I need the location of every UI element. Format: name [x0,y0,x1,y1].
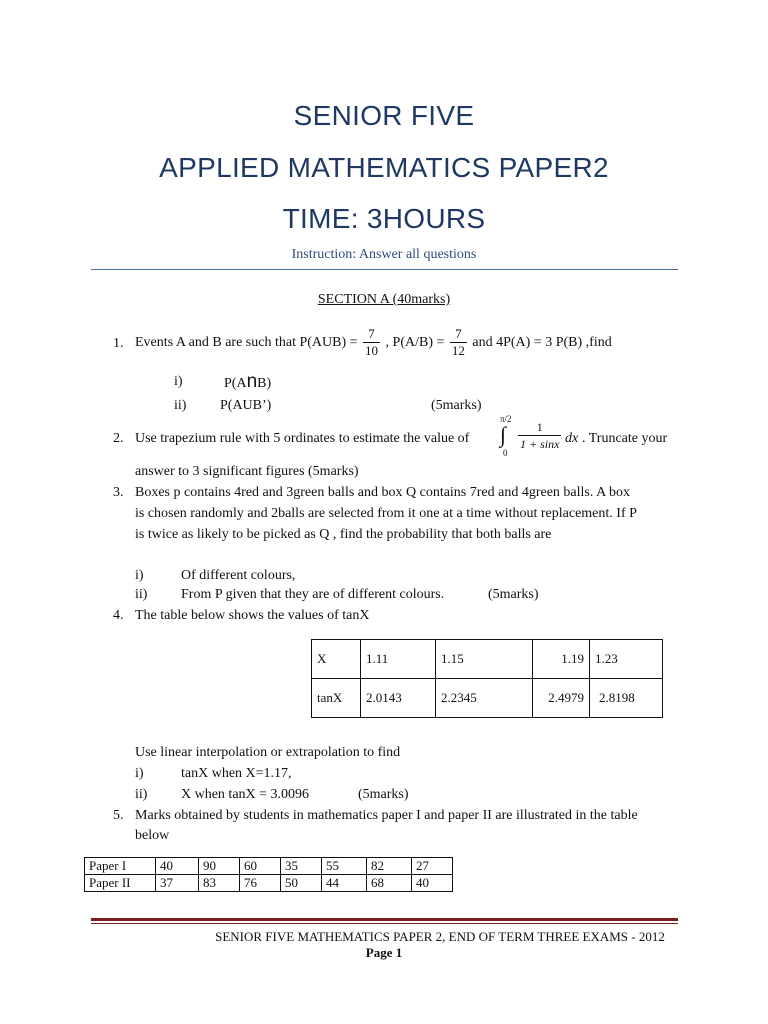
q2-number: 2. [113,431,124,446]
q1-ii-label: ii) [174,398,187,413]
q1-fraction-2: $\frac{7}{12}$ [451,326,465,359]
q4-i-text: tanX when X=1.17, [181,766,292,781]
table-cell: 40 [412,875,453,892]
q3-i-text: Of different colours, [181,568,296,583]
q5-number: 5. [113,808,124,823]
q3-line2: is chosen randomly and 2balls are selected from it one at a time without replacement. If P [135,506,637,521]
q1-text-a: Events A and B are such that P(AUB) = [135,335,358,350]
table-cell: 40 [156,858,199,875]
q2-text-a: Use trapezium rule with 5 ordinates to estimate the value of [135,431,470,446]
table-cell: 35 [281,858,322,875]
q1-text-b: , P(A/B) = [385,335,445,350]
q1-ii-text: P(AUB’) [220,398,272,413]
table-cell: X [312,640,361,679]
title-line3: TIME: 3HOURS [282,203,486,234]
integral-sign: ∫ [500,422,507,447]
page-number: Page 1 [365,945,403,960]
table-cell: 1.11 [361,640,436,679]
table-row [312,640,663,679]
table-cell: tanX [312,679,361,718]
q2-text-b: . Truncate your [582,431,668,446]
table-cell: Paper I [85,858,156,875]
title-line1: SENIOR FIVE [293,100,475,131]
marks-table [84,857,453,892]
table-cell: 1.15 [436,640,533,679]
table-cell: 82 [367,858,412,875]
table-cell: 55 [322,858,367,875]
q5-line2: below [135,828,170,843]
table-cell: 2.0143 [361,679,436,718]
table-cell: Paper II [85,875,156,892]
q3-number: 3. [113,485,124,500]
table-cell: 2.2345 [436,679,533,718]
q2-dx: dx [565,431,579,446]
q1-i-label: i) [174,374,183,389]
q4-marks: (5marks) [358,787,409,802]
q2-upper-limit: π/2 [500,414,512,424]
table-row [85,858,453,875]
table-cell: 27 [412,858,453,875]
table-cell: 44 [322,875,367,892]
table-cell: 1.23 [590,640,663,679]
q5-line1: Marks obtained by students in mathematics paper I and paper II are illustrated in the table [135,808,638,823]
footer-divider-thin [91,923,678,924]
table-cell: 1.19 [533,640,590,679]
q4-use: Use linear interpolation or extrapolation to find [135,745,401,760]
table-row [85,875,453,892]
table-row [312,679,663,718]
table-cell: 76 [240,875,281,892]
q2-text-c: answer to 3 significant figures (5marks) [135,464,359,479]
q2-lower-limit: 0 [503,448,508,458]
table-cell: 68 [367,875,412,892]
q3-ii-text: From P given that they are of different colours. [181,587,445,602]
q3-line1: Boxes p contains 4red and 3green balls and box Q contains 7red and 4green balls. A box [135,485,630,500]
q4-text: The table below shows the values of tanX [135,608,370,623]
table-cell: 83 [199,875,240,892]
table-cell: 2.8198 [590,679,663,718]
q2-integrand: $\frac{1}{1 + \sin x}$ [520,420,560,451]
q3-marks: (5marks) [488,587,539,602]
q1-marks: (5marks) [431,398,482,413]
header-divider [91,269,678,270]
table-cell: 90 [199,858,240,875]
table-cell: 60 [240,858,281,875]
q1-number: 1. [113,336,124,351]
q3-ii-label: ii) [135,587,148,602]
q1-text [135,324,612,362]
q3-i-label: i) [135,568,144,583]
q4-ii-text: X when tanX = 3.0096 [181,787,310,802]
instruction: Instruction: Answer all questions [291,247,477,262]
q4-i-label: i) [135,766,144,781]
q1-text-c: and 4P(A) = 3 P(B) ,find [472,335,612,350]
section-heading: SECTION A (40marks) [317,292,451,307]
q4-ii-label: ii) [135,787,148,802]
tanx-table [311,639,663,718]
table-cell: 2.4979 [533,679,590,718]
footer-text: SENIOR FIVE MATHEMATICS PAPER 2, END OF TERM THREE EXAMS - 2012 [215,929,665,944]
table-cell: 37 [156,875,199,892]
q1-i-text: P(AnB) [224,371,272,392]
title-line2: APPLIED MATHEMATICS PAPER2 [159,152,609,183]
q4-number: 4. [113,608,124,623]
table-cell: 50 [281,875,322,892]
footer-divider-thick [91,918,678,921]
q3-line3: is twice as likely to be picked as Q , find the probability that both balls are [135,527,552,542]
q1-fraction-1: $\frac{7}{10}$ [365,326,379,359]
